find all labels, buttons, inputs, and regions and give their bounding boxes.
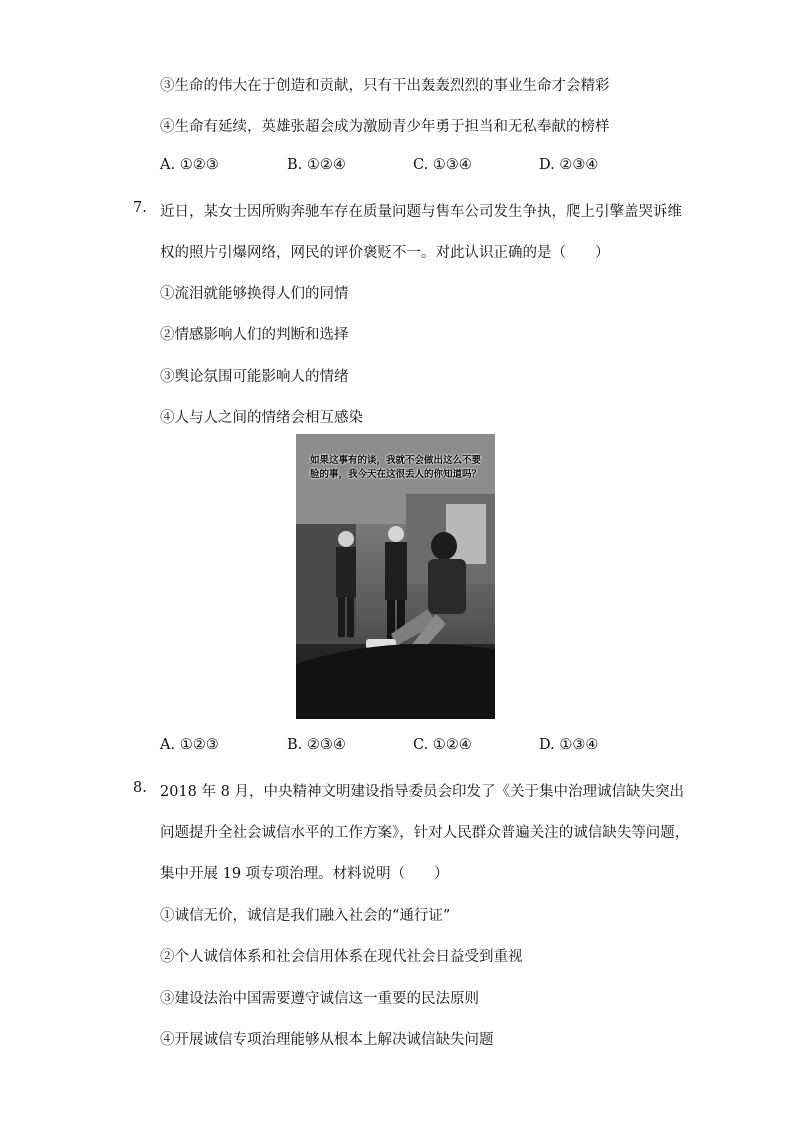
q8-statement-1: ①诚信无价，诚信是我们融入社会的“通行证” <box>160 908 451 924</box>
q8-number: 8. <box>133 780 147 796</box>
q8-statement-4: ④开展诚信专项治理能够从根本上解决诚信缺失问题 <box>160 1032 494 1048</box>
q8-stem-line-3: 集中开展 19 项专项治理。材料说明（ ） <box>160 866 449 882</box>
q7-statement-3: ③舆论氛围可能影响人的情绪 <box>160 369 349 385</box>
q6-option-b[interactable]: B. ①②④ <box>287 157 346 173</box>
q8-stem-line-1: 2018 年 8 月，中央精神文明建设指导委员会印发了《关于集中治理诚信缺失突出 <box>160 784 684 800</box>
q7-option-a[interactable]: A. ①②③ <box>160 737 219 753</box>
q6-statement-4: ④生命有延续，英雄张超会成为激励青少年勇于担当和无私奉献的榜样 <box>160 119 610 135</box>
q7-option-b[interactable]: B. ②③④ <box>287 737 346 753</box>
q7-statement-4: ④人与人之间的情绪会相互感染 <box>160 410 363 426</box>
q6-option-c[interactable]: C. ①③④ <box>413 157 472 173</box>
q7-news-photo <box>296 434 495 719</box>
q6-statement-3: ③生命的伟大在于创造和贡献，只有干出轰轰烈烈的事业生命才会精彩 <box>160 78 610 94</box>
q8-statement-3: ③建设法治中国需要遵守诚信这一重要的民法原则 <box>160 991 479 1007</box>
q8-stem-line-2: 问题提升全社会诚信水平的工作方案》，针对人民群众普遍关注的诚信缺失等问题， <box>160 825 690 841</box>
q7-stem-line-2: 权的照片引爆网络，网民的评价褒贬不一。对此认识正确的是（ ） <box>160 245 610 261</box>
photo-caption: 如果这事有的谈，我就不会做出这么不要脸的事，我今天在这很丢人的你知道吗？ <box>310 455 482 480</box>
q6-option-a[interactable]: A. ①②③ <box>160 157 219 173</box>
q7-number: 7. <box>133 200 147 216</box>
q7-option-c[interactable]: C. ①②④ <box>413 737 472 753</box>
q7-stem-line-1: 近日，某女士因所购奔驰车存在质量问题与售车公司发生争执，爬上引擎盖哭诉维 <box>160 204 682 220</box>
q7-option-d[interactable]: D. ①③④ <box>539 737 599 753</box>
q7-statement-1: ①流泪就能够换得人们的同情 <box>160 286 349 302</box>
q7-statement-2: ②情感影响人们的判断和选择 <box>160 327 349 343</box>
q8-statement-2: ②个人诚信体系和社会信用体系在现代社会日益受到重视 <box>160 949 523 965</box>
q6-option-d[interactable]: D. ②③④ <box>539 157 599 173</box>
